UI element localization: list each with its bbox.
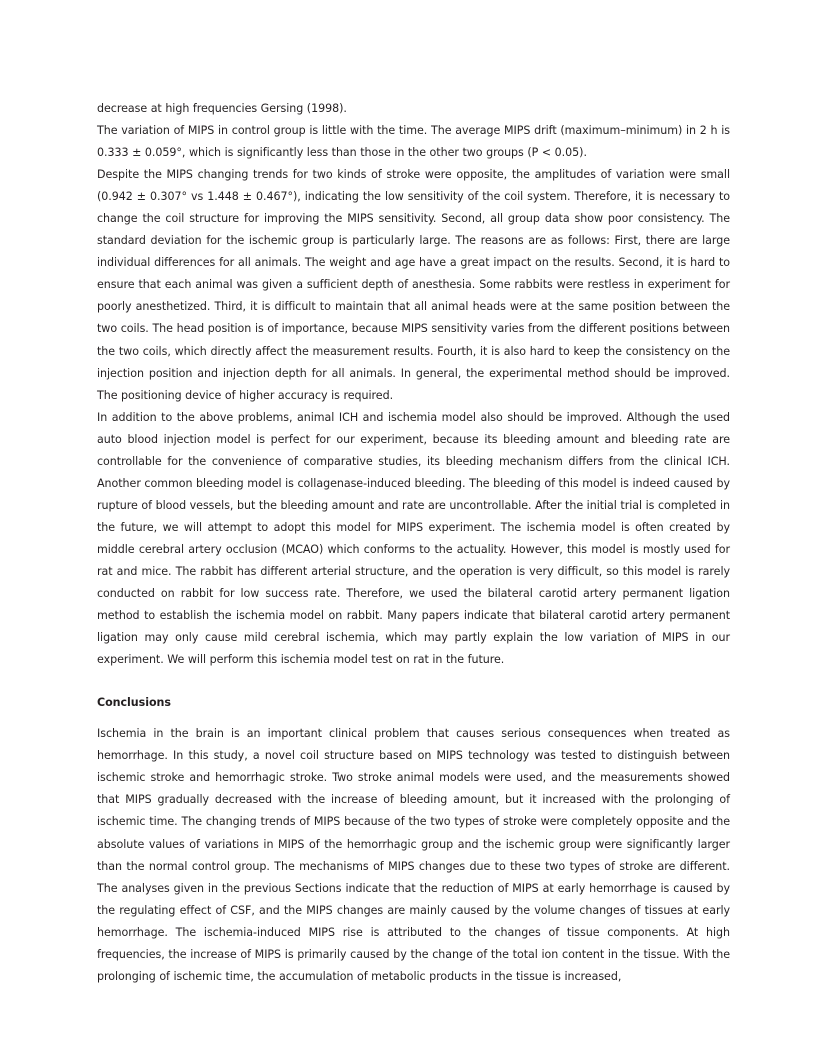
paragraph-continued-gersing: decrease at high frequencies Gersing (1998). [97,102,347,115]
heading-conclusions: Conclusions [97,696,171,710]
paragraph-animal-model-improvements: In addition to the above problems, animal ICH and ischemia model also should be improved. Although the used auto blood injection model is perfect for our experiment, because its bleeding amount and bleeding rate are controllable for the convenience of comparative studies, its bleeding mechanism differs from the clinical ICH. Another common bleeding model is collagenase-induced bleeding. The bleeding of this model is indeed caused by rupture of blood vessels, but the bleeding amount and rate are uncontrollable. After the initial trial is completed in the future, we will attempt to adopt this model for MIPS experiment. The ischemia model is often created by middle cerebral artery occlusion (MCAO) which conforms to the actuality. However, this model is mostly used for rat and mice. The rabbit has different arterial structure, and the operation is very difficult, so this model is rarely conducted on rabbit for low success rate. Therefore, we used the bilateral carotid artery permanent ligation method to establish the ischemia model on rabbit. Many papers indicate that bilateral carotid artery permanent ligation may only cause mild cerebral ischemia, which may partly explain the low variation of MIPS in our experiment. We will perform this ischemia model test on rat in the future. [97,410,730,667]
document-text-column [97,98,730,988]
paragraph-control-group-variation: The variation of MIPS in control group is little with the time. The average MIPS drift (maximum–minimum) in 2 h is 0.333 ± 0.059°, which is significantly less than those in the other two groups (P < 0.05). [97,124,730,160]
paragraph-limitations-coil-sensitivity: Despite the MIPS changing trends for two kinds of stroke were opposite, the amplitudes of variation were small (0.942 ± 0.307° vs 1.448 ± 0.467°), indicating the low sensitivity of the coil system. Therefore, it is necessary to change the coil structure for improving the MIPS sensitivity. Second, all group data show poor consistency. The standard deviation for the ischemic group is particularly large. The reasons are as follows: First, there are large individual differences for all animals. The weight and age have a great impact on the results. Second, it is hard to ensure that each animal was given a sufficient depth of anesthesia. Some rabbits were restless in experiment for poorly anesthetized. Third, it is difficult to maintain that all animal heads were at the same position between the two coils. The head position is of importance, because MIPS sensitivity varies from the different positions between the two coils, which directly affect the measurement results. Fourth, it is also hard to keep the consistency on the injection position and injection depth for all animals. In general, the experimental method should be improved. The positioning device of higher accuracy is required. [97,168,730,402]
heading-spacer-above [97,671,730,692]
heading-spacer-below [97,714,730,723]
paragraph-conclusions-body: Ischemia in the brain is an important clinical problem that causes serious consequences when treated as hemorrhage. In this study, a novel coil structure based on MIPS technology was tested to distinguish between ischemic stroke and hemorrhagic stroke. Two stroke animal models were used, and the measurements showed that MIPS gradually decreased with the increase of bleeding amount, but it increased with the prolonging of ischemic time. The changing trends of MIPS because of the two types of stroke were completely opposite and the absolute values of variations in MIPS of the hemorrhagic group and the ischemic group were significantly larger than the normal control group. The mechanisms of MIPS changes due to these two types of stroke are different. The analyses given in the previous Sections indicate that the reduction of MIPS at early hemorrhage is caused by the regulating effect of CSF, and the MIPS changes are mainly caused by the volume changes of tissues at early hemorrhage. The ischemia-induced MIPS rise is attributed to the changes of tissue components. At high frequencies, the increase of MIPS is primarily caused by the change of the total ion content in the tissue. With the prolonging of ischemic time, the accumulation of metabolic products in the tissue is increased, [97,727,730,983]
